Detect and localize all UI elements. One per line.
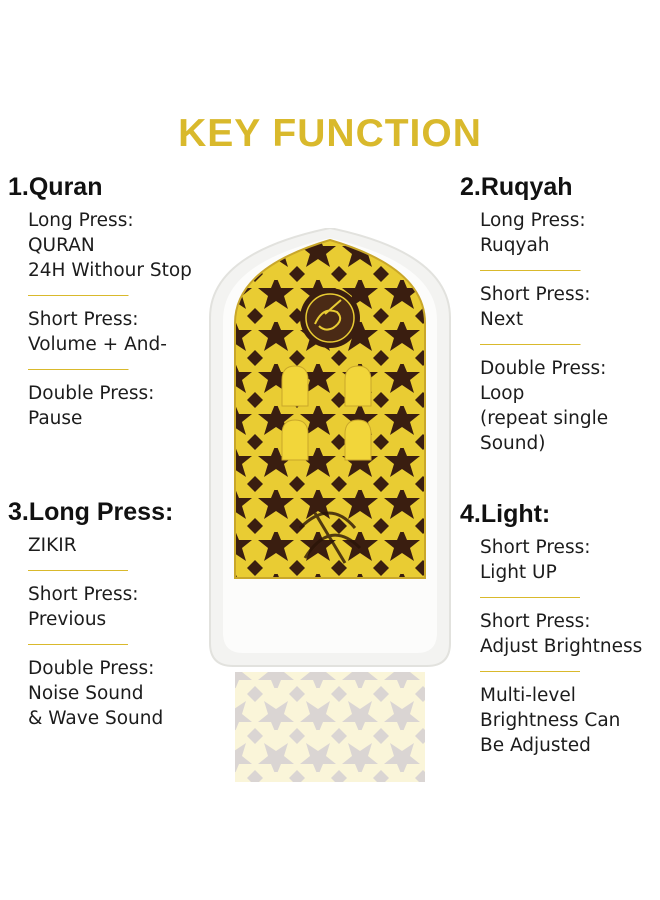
quran-speaker-device-icon [205, 228, 455, 668]
function-text: Long Press: [480, 210, 586, 231]
function-text: Loop [480, 383, 525, 404]
function-text: Short Press: [28, 309, 139, 330]
section-quran [8, 173, 192, 443]
function-text: Light UP [480, 562, 557, 583]
function-text: Long Press: [28, 210, 134, 231]
function-text: Noise Sound [28, 683, 144, 704]
function-text: Previous [28, 609, 107, 630]
function-text: Short Press: [28, 584, 139, 605]
function-list [8, 533, 173, 743]
function-text: Short Press: [480, 284, 591, 305]
function-text: Next [480, 309, 524, 330]
section-ruqyah [460, 173, 608, 468]
function-text: 24H Withour Stop [28, 260, 192, 281]
function-text: Double Press: [480, 358, 607, 379]
function-list [8, 208, 192, 443]
function-item [28, 533, 173, 570]
section-heading: 3.Long Press: [8, 498, 174, 526]
function-list [460, 535, 642, 770]
function-text: Double Press: [28, 383, 155, 404]
function-text: Short Press: [480, 611, 591, 632]
function-item [480, 671, 642, 770]
function-text: Double Press: [28, 658, 155, 679]
function-item [480, 535, 642, 597]
function-text: ZIKIR [28, 535, 77, 556]
function-item [480, 270, 608, 344]
function-text: Short Press: [480, 537, 591, 558]
function-text: Volume + And- [28, 334, 167, 355]
function-text: QURAN [28, 235, 95, 256]
function-text: Adjust Brightness [480, 636, 643, 657]
section-heading: 4.Light: [460, 500, 551, 528]
function-item [28, 369, 192, 443]
function-item [480, 208, 608, 270]
function-text: Sound) [480, 433, 546, 454]
section-light [460, 500, 642, 770]
function-text: Multi-level [480, 685, 576, 706]
function-list [460, 208, 608, 468]
section-zikir [8, 498, 173, 743]
function-text: Be Adjusted [480, 735, 591, 756]
function-text: Ruqyah [480, 235, 550, 256]
function-text: Pause [28, 408, 83, 429]
section-heading: 2.Ruqyah [460, 173, 573, 201]
section-heading: 1.Quran [8, 173, 103, 201]
device-reflection [205, 672, 455, 782]
function-text: Brightness Can [480, 710, 621, 731]
function-item [28, 644, 173, 743]
function-item [28, 570, 173, 644]
function-text: & Wave Sound [28, 708, 164, 729]
function-item [28, 295, 192, 369]
function-item [480, 597, 642, 671]
function-item [28, 208, 192, 295]
page-title: KEY FUNCTION [178, 112, 482, 155]
function-text: (repeat single [480, 408, 609, 429]
function-item [480, 344, 608, 468]
